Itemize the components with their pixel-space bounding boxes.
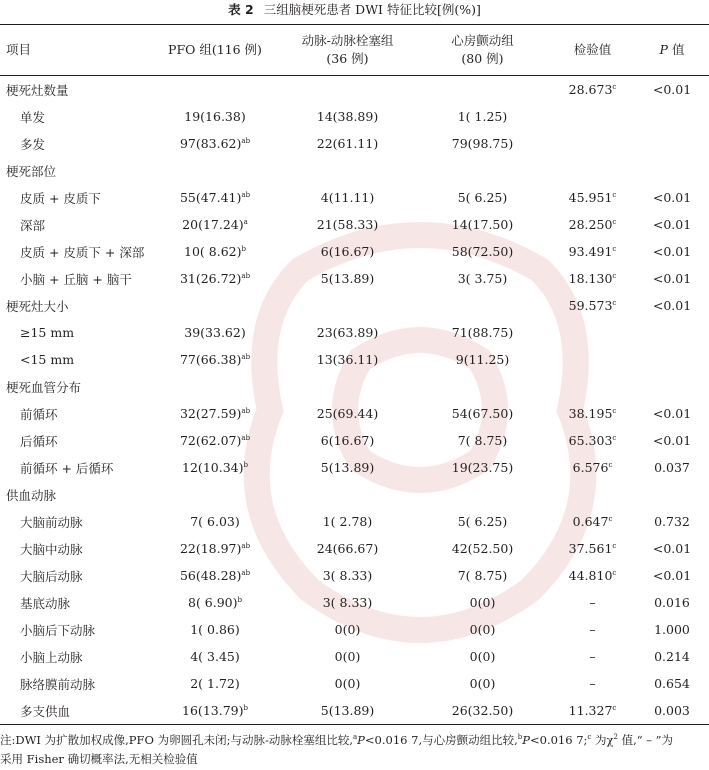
row-label: 前循环 (20, 406, 58, 422)
cell-test (550, 481, 635, 508)
cell-aa: 3( 8.33) (322, 568, 373, 583)
cell-p (635, 130, 709, 157)
cell-test: – (589, 649, 596, 664)
table-section-row (0, 76, 709, 104)
cell-test: 6.576$^c$ (572, 460, 613, 475)
cell-aa: 6(16.67) (320, 244, 375, 259)
cell-aa: 0(0) (334, 676, 361, 691)
cell-pfo: $20(17.24)^a$ (182, 217, 248, 232)
table-row (0, 346, 709, 373)
row-label: 小脑后下动脉 (20, 622, 96, 638)
cell-af (415, 292, 550, 319)
row-label: <15 mm (20, 352, 75, 367)
cell-p (635, 103, 709, 130)
cell-aa: 5(13.89) (320, 703, 375, 718)
cell-p: <0.01 (652, 271, 692, 286)
cell-test: – (589, 676, 596, 691)
table-section-row (0, 481, 709, 508)
cell-p (635, 346, 709, 373)
table-row (0, 400, 709, 427)
cell-p: <0.01 (652, 433, 692, 448)
row-label: 梗死部位 (6, 163, 57, 179)
cell-test: 37.561$^c$ (568, 541, 617, 556)
cell-aa: 0(0) (334, 622, 361, 637)
cell-test (550, 157, 635, 184)
cell-pfo: 7( 6.03) (190, 514, 240, 529)
cell-af: 19(23.75) (451, 460, 514, 475)
table-row (0, 130, 709, 157)
table-caption (0, 0, 709, 26)
cell-test: 11.327$^c$ (568, 703, 617, 718)
table-row (0, 184, 709, 211)
table-row (0, 103, 709, 130)
cell-aa: 13(36.11) (316, 352, 379, 367)
table-title: 三组脑梗死患者 DWI 特征比较[例(%)] (263, 2, 481, 17)
cell-aa: 5(13.89) (320, 460, 375, 475)
cell-pfo (150, 481, 280, 508)
cell-test: 45.951$^c$ (568, 190, 617, 205)
cell-af (415, 481, 550, 508)
cell-p (635, 481, 709, 508)
cell-p: <0.01 (652, 244, 692, 259)
cell-pfo: 10( 8.62)$^b$ (184, 244, 246, 259)
cell-pfo: $97(83.62)^{ab}$ (179, 136, 251, 151)
cell-p: <0.01 (652, 82, 692, 97)
cell-aa: 1( 2.78) (322, 514, 373, 529)
row-label: 梗死血管分布 (6, 379, 82, 395)
cell-test: 65.303$^c$ (568, 433, 617, 448)
cell-test: 38.195$^c$ (568, 406, 617, 421)
table-section-row (0, 373, 709, 400)
row-label: 基底动脉 (20, 595, 71, 611)
cell-aa: 3( 8.33) (322, 595, 373, 610)
cell-pfo: 8( 6.90)$^b$ (188, 595, 242, 610)
cell-test: – (589, 622, 596, 637)
cell-pfo: 2( 1.72) (190, 676, 240, 691)
header-pfo: PFO 组(116 例) (168, 42, 262, 57)
cell-p: 0.037 (654, 460, 690, 475)
cell-test: 28.250$^c$ (568, 217, 617, 232)
cell-test (550, 373, 635, 400)
cell-pfo: 19(16.38) (184, 109, 246, 124)
row-label: 深部 (20, 217, 46, 233)
cell-test: 18.130$^c$ (568, 271, 617, 286)
table-section-row (0, 292, 709, 319)
cell-p: <0.01 (652, 298, 692, 313)
cell-p: 0.654 (654, 676, 690, 691)
cell-test (550, 346, 635, 373)
cell-pfo (150, 76, 280, 104)
cell-p (635, 373, 709, 400)
cell-pfo: $12(10.34)^b$ (182, 460, 248, 475)
cell-pfo: $16(13.79)^b$ (182, 703, 248, 718)
row-label: 供血动脉 (6, 487, 57, 503)
row-label: 皮质 + 皮质下 + 深部 (20, 244, 145, 260)
row-label: 后循环 (20, 433, 58, 449)
cell-p: <0.01 (652, 190, 692, 205)
row-label: 大脑前动脉 (20, 514, 83, 530)
cell-af: 1( 1.25) (457, 109, 508, 124)
cell-aa: 6(16.67) (320, 433, 375, 448)
cell-test (550, 319, 635, 346)
cell-pfo (150, 157, 280, 184)
cell-pfo: $72(62.07)^{ab}$ (179, 433, 251, 448)
cell-af (415, 373, 550, 400)
header-test: 检验值 (573, 42, 612, 57)
cell-test (550, 130, 635, 157)
header-aa: 动脉-动脉栓塞组 (36 例) (301, 33, 394, 66)
cell-af: 14(17.50) (451, 217, 514, 232)
header-p: P 值 (659, 42, 685, 57)
table-row (0, 319, 709, 346)
cell-pfo: $22(18.97)^{ab}$ (179, 541, 251, 556)
cell-af: 79(98.75) (451, 136, 514, 151)
cell-p: <0.01 (652, 541, 692, 556)
cell-aa: 24(66.67) (316, 541, 379, 556)
table-row (0, 265, 709, 292)
cell-p: 0.732 (654, 514, 690, 529)
row-label: 小脑 + 丘脑 + 脑干 (20, 271, 132, 287)
cell-pfo: $31(26.72)^{ab}$ (179, 271, 251, 286)
cell-af: 7( 8.75) (457, 433, 508, 448)
cell-aa (280, 76, 415, 104)
row-label: 多支供血 (20, 703, 71, 719)
cell-af: 54(67.50) (451, 406, 514, 421)
row-label: 脉络膜前动脉 (20, 676, 96, 692)
cell-aa: 4(11.11) (320, 190, 375, 205)
table-footnote: 注:DWI 为扩散加权成像,PFO 为卵圆孔未闭;与动脉-动脉栓塞组比较,$^a$P<0.016 7,与心房颤动组比较,$^b$P<0.016 7;$^c$ 为$\chi^2$ 值,“ – ”为 采用 Fisher 确切概率法,无相关检验值 (0, 733, 674, 766)
header-af: 心房颤动组 (80 例) (451, 33, 514, 66)
table-row (0, 589, 709, 616)
row-label: ≥15 mm (20, 325, 75, 340)
cell-p: <0.01 (652, 217, 692, 232)
cell-af: 58(72.50) (451, 244, 514, 259)
cell-pfo (150, 373, 280, 400)
cell-aa (280, 157, 415, 184)
cell-test: 93.491$^c$ (568, 244, 617, 259)
table-row (0, 616, 709, 643)
cell-pfo: 1( 0.86) (190, 622, 240, 637)
cell-aa: 5(13.89) (320, 271, 375, 286)
row-label: 梗死灶数量 (6, 82, 69, 98)
cell-p (635, 319, 709, 346)
cell-af: 7( 8.75) (457, 568, 508, 583)
cell-p: <0.01 (652, 568, 692, 583)
table-section-row (0, 157, 709, 184)
cell-af (415, 157, 550, 184)
cell-p: <0.01 (652, 406, 692, 421)
cell-af: 0(0) (469, 676, 496, 691)
cell-af: 5( 6.25) (457, 514, 508, 529)
row-label: 梗死灶大小 (6, 298, 69, 314)
cell-aa: 14(38.89) (316, 109, 379, 124)
row-label: 皮质 + 皮质下 (20, 190, 101, 206)
row-label: 小脑上动脉 (20, 649, 83, 665)
table-row (0, 670, 709, 697)
header-row (0, 25, 709, 76)
cell-test: 44.810$^c$ (568, 568, 617, 583)
cell-pfo (150, 292, 280, 319)
cell-p: 0.016 (654, 595, 690, 610)
table-row (0, 238, 709, 265)
cell-af (415, 76, 550, 104)
cell-pfo: $77(66.38)^{ab}$ (179, 352, 251, 367)
row-label: 大脑中动脉 (20, 541, 83, 557)
header-item: 项目 (6, 42, 32, 57)
cell-aa (280, 292, 415, 319)
row-label: 前循环 + 后循环 (20, 460, 114, 476)
cell-aa: 0(0) (334, 649, 361, 664)
cell-aa: 25(69.44) (316, 406, 379, 421)
cell-test: – (589, 595, 596, 610)
table-row (0, 562, 709, 589)
table-row (0, 508, 709, 535)
table-row (0, 427, 709, 454)
row-label: 大脑后动脉 (20, 568, 83, 584)
cell-aa (280, 481, 415, 508)
cell-test: 28.673$^c$ (568, 82, 617, 97)
cell-af: 26(32.50) (451, 703, 514, 718)
cell-af: 0(0) (469, 622, 496, 637)
cell-p (635, 157, 709, 184)
cell-af: 5( 6.25) (457, 190, 508, 205)
row-label: 单发 (20, 109, 46, 125)
cell-pfo: $56(48.28)^{ab}$ (179, 568, 251, 583)
dwi-comparison-table (0, 24, 709, 725)
table-row (0, 454, 709, 481)
row-label: 多发 (20, 136, 46, 152)
cell-af: 3( 3.75) (457, 271, 508, 286)
cell-pfo: $32(27.59)^{ab}$ (179, 406, 251, 421)
cell-test: 0.647$^c$ (572, 514, 613, 529)
cell-test (550, 103, 635, 130)
cell-af: 0(0) (469, 595, 496, 610)
cell-p: 1.000 (654, 622, 690, 637)
cell-p: 0.214 (654, 649, 690, 664)
cell-pfo: 4( 3.45) (190, 649, 240, 664)
cell-af: 42(52.50) (451, 541, 514, 556)
table-row (0, 535, 709, 562)
cell-p: 0.003 (654, 703, 690, 718)
cell-af: 9(11.25) (455, 352, 510, 367)
cell-aa (280, 373, 415, 400)
table-row (0, 211, 709, 238)
cell-aa: 22(61.11) (316, 136, 379, 151)
table-row (0, 697, 709, 725)
table-number: 表 2 (228, 2, 254, 17)
cell-af: 71(88.75) (451, 325, 514, 340)
table-row (0, 643, 709, 670)
cell-aa: 21(58.33) (316, 217, 379, 232)
cell-af: 0(0) (469, 649, 496, 664)
cell-pfo: $55(47.41)^{ab}$ (179, 190, 251, 205)
cell-aa: 23(63.89) (316, 325, 379, 340)
cell-test: 59.573$^c$ (568, 298, 617, 313)
cell-pfo: 39(33.62) (184, 325, 246, 340)
